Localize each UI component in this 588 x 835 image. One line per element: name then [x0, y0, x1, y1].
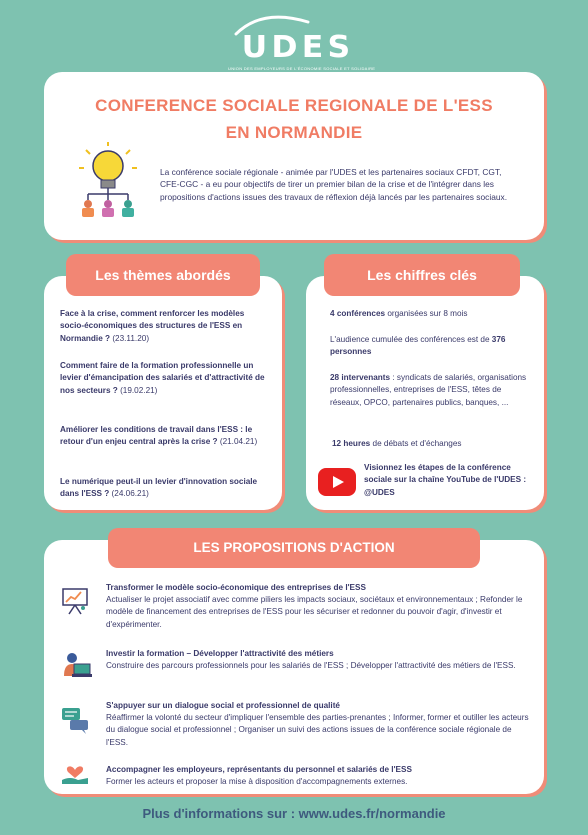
theme-date: (19.02.21) [120, 385, 158, 395]
theme-title: Comment faire de la formation professionnelle un levier d'émancipation des salariés et d'attractivité de nos secteurs ? [60, 361, 265, 395]
figure-item [330, 334, 530, 359]
figure-bold: 28 intervenants [330, 373, 391, 382]
title-line-1: CONFERENCE SOCIALE REGIONALE DE L'ESS [95, 96, 493, 115]
figure-bold: 376 personnes [330, 335, 506, 357]
page-title [44, 92, 544, 146]
proposal-title: Investir la formation – Développer l'attractivité des métiers [106, 649, 334, 658]
hand-heart-icon [60, 760, 90, 786]
laptop-learner-icon [60, 650, 92, 680]
figure-text: L'audience cumulée des conférences est de [330, 335, 492, 344]
proposal-item [106, 764, 530, 788]
proposal-text: Actualiser le projet associatif avec comme piliers les impacts sociaux, sociétaux et environnementaux ; Refonder le modèle de financement des entreprises de l'ESS pour les sécuriser et redonner du pouvoir d'agir, d'investir et d'expérimenter. [106, 595, 523, 629]
theme-title: Améliorer les conditions de travail dans l'ESS : le retour d'un enjeu central après la crise ? [60, 425, 253, 447]
theme-item [60, 360, 270, 397]
logo-wordmark: UDES [241, 30, 355, 65]
chat-bubbles-icon [60, 706, 90, 734]
theme-item [60, 308, 270, 345]
proposal-item [106, 648, 530, 672]
figures-card [306, 276, 544, 510]
theme-title: Face à la crise, comment renforcer les modèles socio-économiques des structures de l'ESS en Normandie ? [60, 309, 245, 343]
proposal-title: Transformer le modèle socio-économique des entreprises de l'ESS [106, 583, 366, 592]
theme-date: (24.06.21) [111, 489, 149, 499]
proposal-item [106, 700, 530, 749]
figure-item [332, 438, 532, 450]
theme-item [60, 424, 270, 449]
youtube-icon[interactable] [318, 468, 356, 496]
figures-heading: Les chiffres clés [324, 254, 520, 296]
theme-date: (23.11.20) [112, 333, 150, 343]
proposals-card [44, 540, 544, 794]
proposal-text: Réaffirmer la volonté du secteur d'impliquer l'ensemble des parties-prenantes ; Informer, former et outiller les acteurs du dialogue social et professionnel ; Organiser un suivi des actions issues de la conférence sociale régionale de l'ESS. [106, 713, 529, 747]
logo-subtitle: UNION DES EMPLOYEURS DE L'ÉCONOMIE SOCIALE ET SOLIDAIRE [228, 66, 376, 71]
proposal-text: Former les acteurs et proposer la mise à disposition d'accompagnements externes. [106, 777, 408, 787]
figure-text: : syndicats de salariés, organisations professionnelles, entreprises de l'ESS, têtes de réseaux, OPCO, partenaires publics, banques, ... [330, 373, 527, 407]
lightbulb-network-icon [76, 142, 140, 218]
title-line-2: EN NORMANDIE [225, 123, 363, 142]
themes-card [44, 276, 282, 510]
figure-item [330, 308, 530, 320]
proposal-item [106, 582, 530, 631]
figure-bold: 12 heures [332, 439, 371, 448]
intro-card [44, 72, 544, 240]
proposal-title: S'appuyer sur un dialogue social et professionnel de qualité [106, 701, 340, 710]
figure-item [330, 372, 530, 409]
proposal-title: Accompagner les employeurs, représentants du personnel et salariés de l'ESS [106, 765, 412, 774]
proposal-text: Construire des parcours professionnels pour les salariés de l'ESS ; Développer l'attractivité des métiers de l'ESS. [106, 661, 516, 671]
figure-text: de débats et d'échanges [370, 439, 462, 448]
theme-date: (21.04.21) [219, 437, 258, 447]
udes-logo [228, 14, 376, 71]
intro-paragraph: La conférence sociale régionale - animée par l'UDES et les partenaires sociaux CFDT, CGT, CFE-CGC - a eu pour objectifs de tirer un premier bilan de la crise et de l'intégrer dans les propositions d'actions issues des travaux de réflexion déjà lancés par les partenaires sociaux. [160, 167, 508, 202]
theme-item [60, 476, 270, 501]
proposals-heading: LES PROPOSITIONS D'ACTION [108, 528, 480, 568]
youtube-link[interactable]: Visionnez les étapes de la conférence sociale sur la chaîne YouTube de l'UDES : @UDES [364, 463, 527, 497]
theme-title: Le numérique peut-il un levier d'innovation sociale dans l'ESS ? [60, 477, 258, 499]
presentation-chart-icon [60, 586, 90, 616]
figure-text: organisées sur 8 mois [385, 309, 468, 318]
themes-heading: Les thèmes abordés [66, 254, 260, 296]
footer-link[interactable]: Plus d'informations sur : www.udes.fr/normandie [142, 806, 446, 821]
figure-bold: 4 conférences [330, 309, 386, 318]
